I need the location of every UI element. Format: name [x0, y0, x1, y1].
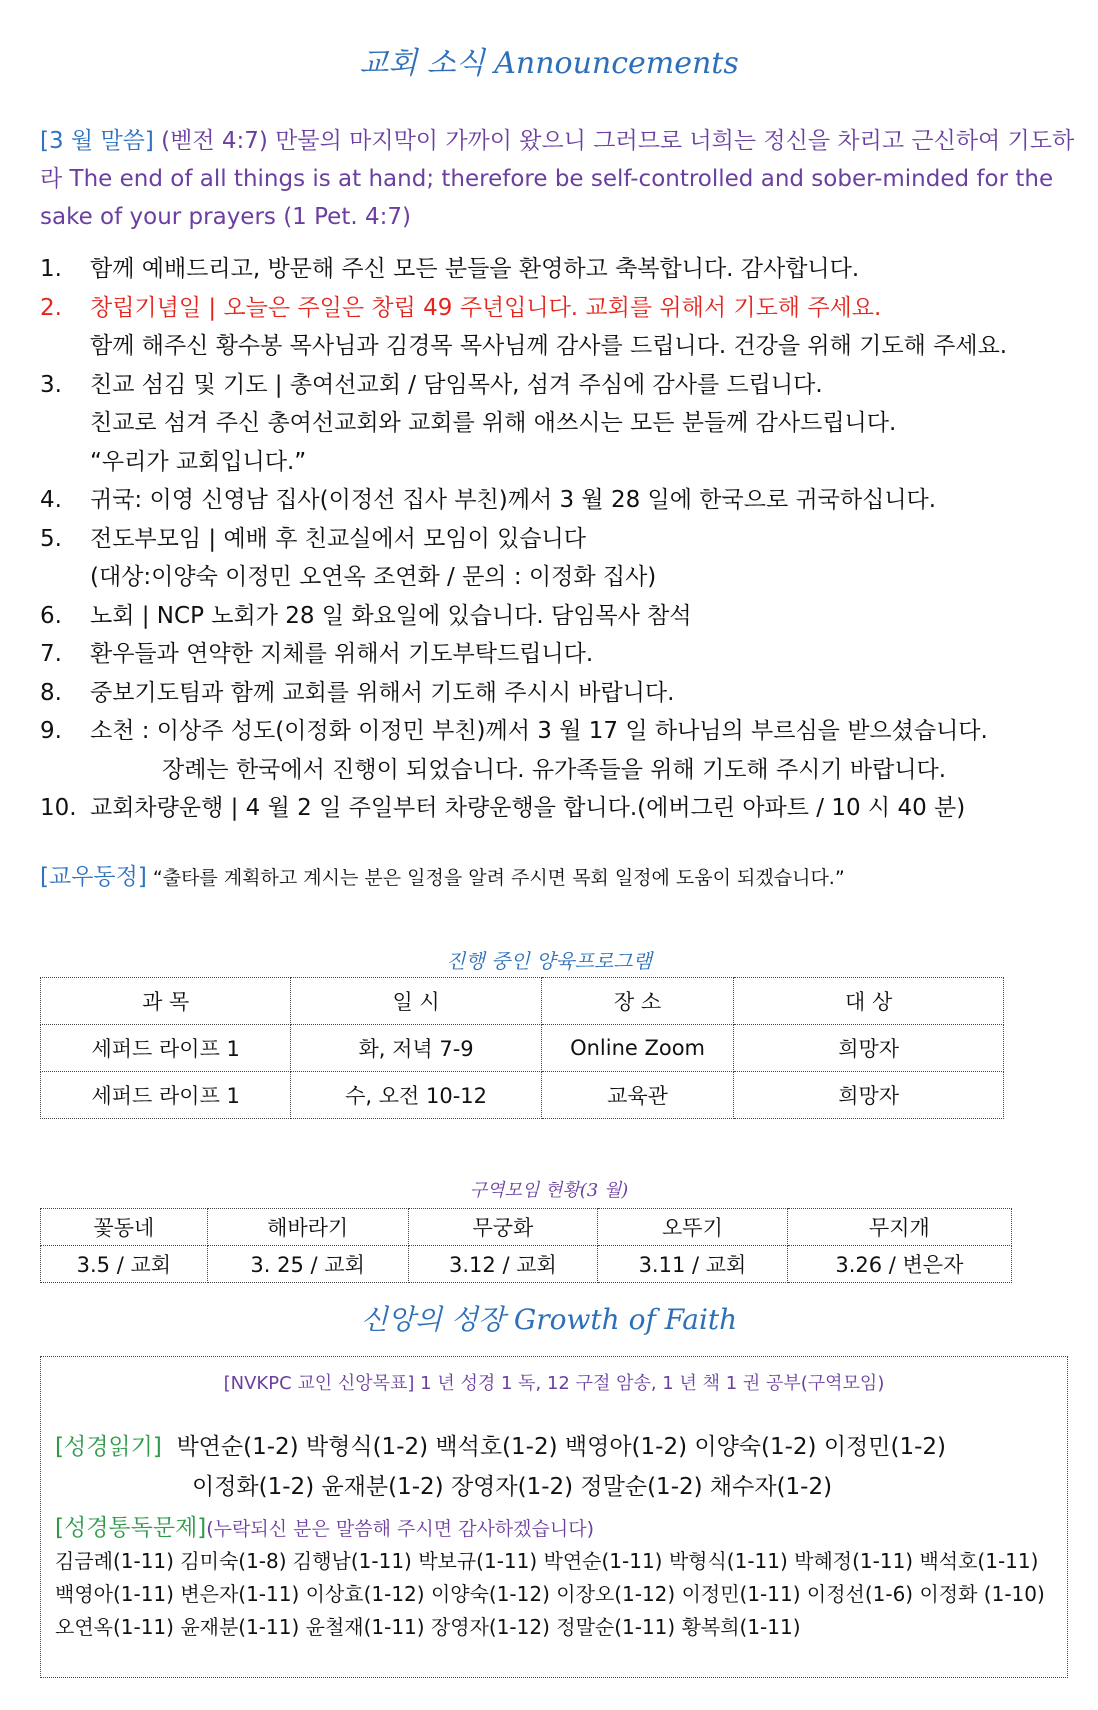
item-number: 2.	[40, 294, 62, 321]
reading-tag: [성경읽기]	[55, 1434, 162, 1460]
growth-box	[40, 1356, 1068, 1678]
quiz-tag: [성경통독문제]	[55, 1515, 207, 1541]
table-cell: 3. 25 / 교회	[207, 1246, 408, 1283]
district-table	[40, 1208, 1012, 1283]
item-number: 9.	[40, 718, 62, 744]
table-cell: 화, 저녁 7-9	[291, 1025, 541, 1072]
item-number: 8.	[40, 679, 62, 706]
table-cell: 3.11 / 교회	[598, 1246, 788, 1283]
district-title: 구역모임 현황(3 월)	[469, 1180, 629, 1201]
reading-line: 박연순(1-2) 박형식(1-2) 백석호(1-2) 백영아(1-2) 이양숙(1-2) 이정민(1-2)	[176, 1434, 947, 1460]
column-header: 대 상	[734, 978, 1004, 1025]
table-cell: 세퍼드 라이프 1	[41, 1025, 291, 1072]
table-header-row	[41, 978, 1004, 1025]
quiz-names: 김금례(1-11) 김미숙(1-8) 김행남(1-11) 박보규(1-11) 박연순(1-11) 박형식(1-11) 박혜정(1-11) 백석호(1-11) 백영아(1-11) 변은자(1-11) 이상효(1-12) 이양숙(1-12) 이장오(1-12) 이정민(1-11) 이정선(1-6) 이정화 (1-10) 오연옥(1-11) 윤재분(1-11) 윤철재(1-11) 장영자(1-12) 정말순(1-11) 황복희(1-11)	[55, 1549, 1045, 1639]
table-cell: 교육관	[541, 1072, 734, 1119]
list-item	[40, 289, 1090, 328]
list-item	[40, 597, 1090, 636]
table-cell: 희망자	[734, 1072, 1004, 1119]
table-cell: 희망자	[734, 1025, 1004, 1072]
growth-title: 신앙의 성장 Growth of Faith	[360, 1303, 738, 1336]
table-row	[41, 1246, 1012, 1283]
item-continuation: 장례는 한국에서 진행이 되었습니다. 유가족들을 위해 기도해 주시기 바랍니다.	[162, 756, 947, 783]
table-row	[41, 1025, 1004, 1072]
item-number: 10.	[40, 795, 77, 821]
item-continuation: 함께 해주신 황수봉 목사님과 김경목 목사님께 감사를 드립니다. 건강을 위해 기도해 주세요.	[90, 333, 1008, 359]
bible-reading	[55, 1427, 946, 1507]
table-row	[41, 1072, 1004, 1119]
member-news-tag: [교우동정]	[40, 864, 147, 890]
item-text: 교회차량운행 | 4 월 2 일 주일부터 차량운행을 합니다.(에버그린 아파트 / 10 시 40 분)	[90, 795, 966, 821]
program-table	[40, 977, 1004, 1119]
list-item	[40, 674, 1090, 713]
quiz-header	[55, 1509, 594, 1542]
table-cell: 3.26 / 변은자	[787, 1246, 1011, 1283]
announcement-list	[40, 250, 1090, 828]
verse-tag: [3 월 말씀]	[40, 128, 154, 154]
item-number: 5.	[40, 525, 62, 552]
monthly-verse	[40, 122, 1080, 236]
list-item	[40, 635, 1090, 674]
item-text: 귀국: 이영 신영남 집사(이정선 집사 부친)께서 3 월 28 일에 한국으로 귀국하십니다.	[90, 487, 937, 513]
faith-goal: [NVKPC 교인 신앙목표] 1 년 성경 1 독, 12 구절 암송, 1 년 책 1 권 공부(구역모임)	[223, 1373, 885, 1394]
column-header: 무지개	[787, 1209, 1011, 1246]
list-item	[40, 520, 1090, 559]
quiz-note: (누락되신 분은 말씀해 주시면 감사하겠습니다)	[206, 1518, 594, 1540]
item-text: 창립기념일 | 오늘은 주일은 창립 49 주년입니다. 교회를 위해서 기도해 주세요.	[90, 294, 882, 321]
member-news	[40, 858, 845, 891]
item-text: 친교 섬김 및 기도 | 총여선교회 / 담임목사, 섬겨 주심에 감사를 드립니다.	[90, 371, 823, 398]
item-text: 중보기도팀과 함께 교회를 위해서 기도해 주시시 바랍니다.	[90, 679, 675, 706]
item-text: 환우들과 연약한 지체를 위해서 기도부탁드립니다.	[90, 641, 594, 667]
list-item	[40, 366, 1090, 405]
column-header: 해바라기	[207, 1209, 408, 1246]
item-number: 7.	[40, 641, 62, 667]
list-item	[40, 712, 1090, 751]
item-text: 함께 예배드리고, 방문해 주신 모든 분들을 환영하고 축복합니다. 감사합니다.	[90, 256, 860, 282]
table-cell: 3.12 / 교회	[408, 1246, 598, 1283]
column-header: 무궁화	[408, 1209, 598, 1246]
table-cell: 세퍼드 라이프 1	[41, 1072, 291, 1119]
table-cell: 수, 오전 10-12	[291, 1072, 541, 1119]
item-number: 4.	[40, 487, 62, 513]
table-cell: Online Zoom	[541, 1025, 734, 1072]
program-title: 진행 중인 양육프로그램	[446, 949, 652, 973]
table-header-row	[41, 1209, 1012, 1246]
column-header: 과 목	[41, 978, 291, 1025]
reading-line: 이정화(1-2) 윤재분(1-2) 장영자(1-2) 정말순(1-2) 채수자(1-2)	[192, 1474, 833, 1500]
column-header: 오뚜기	[598, 1209, 788, 1246]
item-number: 6.	[40, 602, 62, 629]
member-news-text: “출타를 계획하고 계시는 분은 일정을 알려 주시면 목회 일정에 도움이 되겠습니다.”	[152, 867, 845, 889]
item-number: 3.	[40, 371, 62, 398]
item-continuation: (대상:이양숙 이정민 오연옥 조연화 / 문의 : 이정화 집사)	[90, 564, 657, 590]
table-cell: 3.5 / 교회	[41, 1246, 208, 1283]
item-continuation: “우리가 교회입니다.”	[90, 448, 307, 475]
item-number: 1.	[40, 256, 62, 282]
verse-text: (벧전 4:7) 만물의 마지막이 가까이 왔으니 그러므로 너희는 정신을 차리고 근신하여 기도하라 The end of all things is at hand; therefore be self-controlled and sober-minded for the sake of your prayers (1 Pet. 4:7)	[40, 128, 1075, 230]
column-header: 꽃동네	[41, 1209, 208, 1246]
list-item	[40, 789, 1090, 828]
item-text: 전도부모임 | 예배 후 친교실에서 모임이 있습니다	[90, 525, 586, 552]
list-item	[40, 250, 1090, 289]
column-header: 장 소	[541, 978, 734, 1025]
list-item	[40, 481, 1090, 520]
item-continuation: 친교로 섬겨 주신 총여선교회와 교회를 위해 애쓰시는 모든 분들께 감사드립니다.	[90, 410, 897, 436]
item-text: 소천 : 이상주 성도(이정화 이정민 부친)께서 3 월 17 일 하나님의 부르심을 받으셨습니다.	[90, 718, 988, 744]
column-header: 일 시	[291, 978, 541, 1025]
page-title: 교회 소식 Announcements	[359, 46, 739, 81]
item-text: 노회 | NCP 노회가 28 일 화요일에 있습니다. 담임목사 참석	[90, 602, 692, 629]
